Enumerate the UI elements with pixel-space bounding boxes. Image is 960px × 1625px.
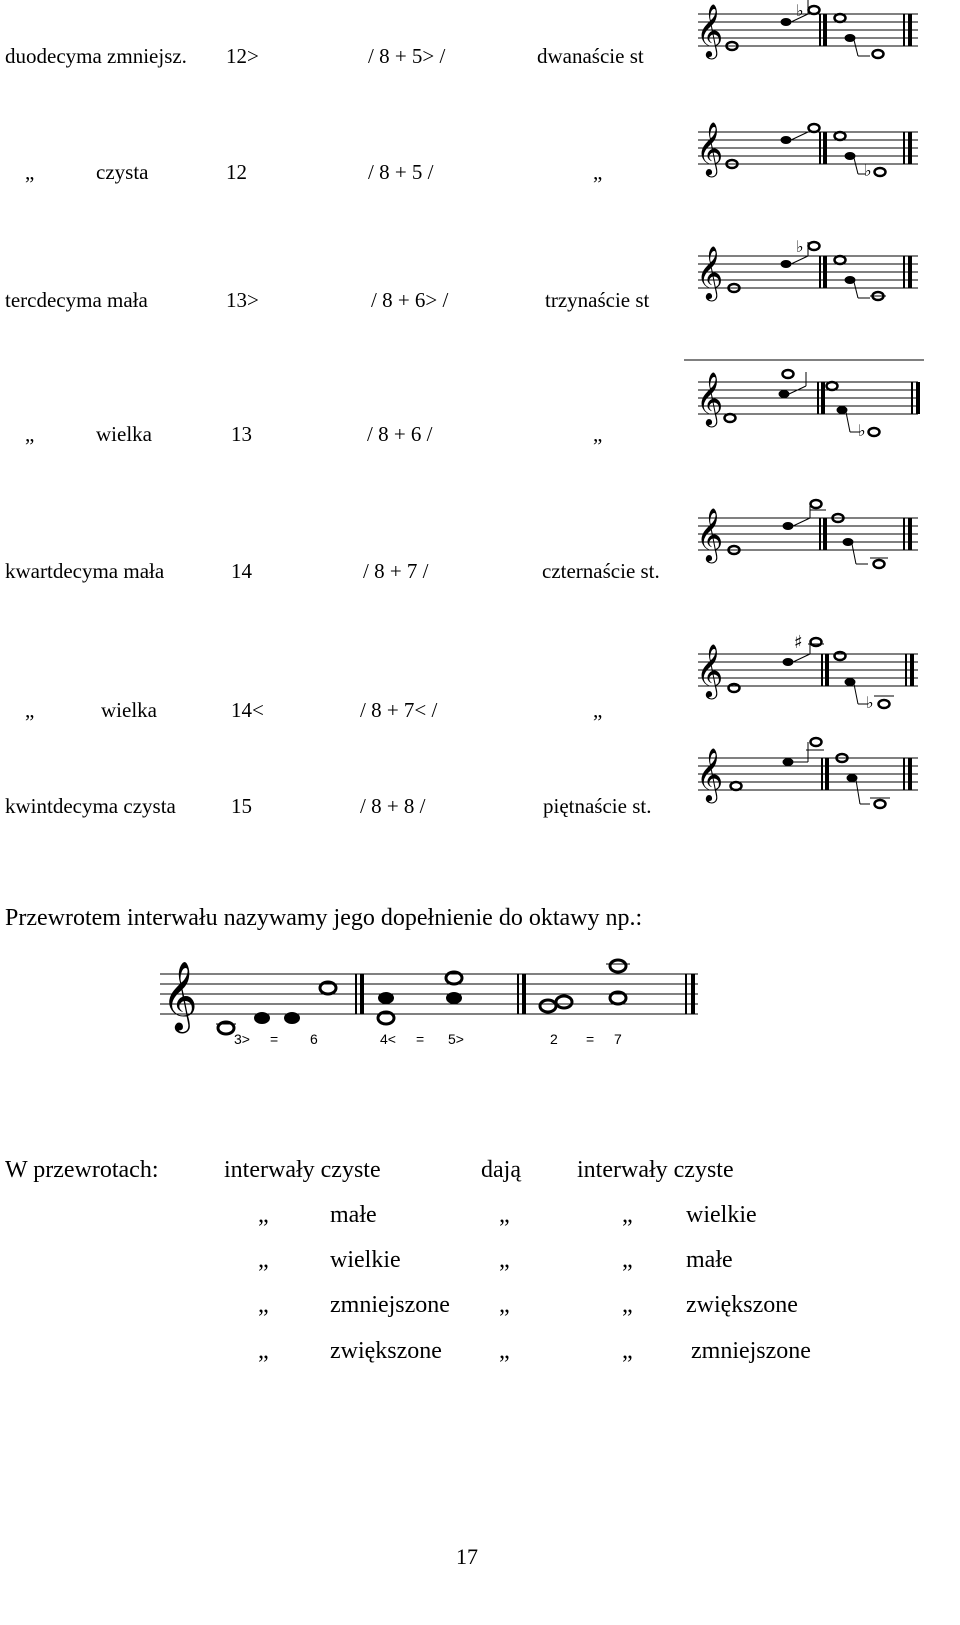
whole-note [835,652,846,660]
row-2-ditto: „ [25,160,35,184]
staff-example-2 [690,118,925,184]
row-6-ditto: „ [25,698,35,722]
row-5-name: kwartdecyma mała [5,559,165,583]
inversion-label: 2 [550,1031,558,1047]
row-2-formula: / 8 + 5 / [368,160,434,184]
table-cell: wielkie [686,1202,757,1228]
quarter-note [783,758,794,766]
whole-note [875,800,886,808]
table-cell: małe [330,1202,377,1228]
table-cell: interwały czyste [577,1157,734,1183]
treble-clef-icon: 𝄞 [696,507,724,561]
treble-clef-icon: 𝄞 [162,961,198,1031]
table-cell: „ [499,1292,510,1318]
whole-note [809,242,820,250]
table-cell: małe [686,1247,733,1273]
table-cell: „ [622,1292,633,1318]
whole-note [869,428,880,436]
treble-clef-icon: 𝄞 [696,747,724,801]
inversion-definition: Przewrotem interwału nazywamy jego dopełnienie do oktawy np.: [5,905,643,931]
table-cell: „ [258,1292,269,1318]
row-3-name: tercdecyma mała [5,288,148,312]
table-cell: wielkie [330,1247,401,1273]
staff-example-4 [684,360,924,442]
row-4-name: wielka [96,422,152,446]
inversion-staff-example [160,950,705,1060]
row-6-steps: „ [593,698,603,722]
table-cell: „ [499,1202,510,1228]
table-cell: „ [499,1338,510,1364]
row-7-symbol: 15 [231,794,252,818]
row-4-steps: „ [593,422,603,446]
inversion-label: = [416,1031,425,1047]
whole-note [809,124,820,132]
treble-clef-icon: 𝄞 [696,371,724,425]
whole-note [875,168,886,176]
flat-icon: ♭ [858,421,866,440]
whole-note [783,370,794,378]
row-2-symbol: 12 [226,160,247,184]
inversion-label: = [270,1031,279,1047]
row-3-formula: / 8 + 6> / [371,288,449,312]
row-7-name: kwintdecyma czysta [5,794,176,818]
table-cell: zwiększone [330,1338,442,1364]
inversion-label: 6 [310,1031,318,1047]
treble-clef-icon: 𝄞 [696,121,724,175]
quarter-note [378,992,394,1004]
staff-example-3 [690,238,925,308]
row-3-steps: trzynaście st [545,288,650,312]
quarter-note [284,1012,300,1024]
whole-note [540,1000,556,1012]
staff-example-5 [690,500,925,576]
flat-icon: ♭ [796,237,804,256]
inversion-label: = [586,1031,595,1047]
flat-icon: ♭ [796,1,804,20]
whole-note [556,996,572,1008]
quarter-note [783,522,794,530]
row-2-name: czysta [96,160,149,184]
whole-note [835,14,846,22]
whole-note [827,382,838,390]
row-1-steps: dwanaście st [537,44,644,68]
row-4-ditto: „ [25,422,35,446]
row-1-symbol: 12> [226,44,259,68]
table-cell: „ [499,1247,510,1273]
whole-note [835,256,846,264]
row-5-formula: / 8 + 7 / [363,559,429,583]
whole-note [873,50,884,58]
whole-note [811,738,822,746]
row-6-name: wielka [101,698,157,722]
table-cell: „ [258,1247,269,1273]
flat-icon: ♭ [866,693,874,712]
row-2-steps: „ [593,160,603,184]
whole-note [879,700,890,708]
table-cell: „ [622,1338,633,1364]
row-4-symbol: 13 [231,422,252,446]
row-6-formula: / 8 + 7< / [360,698,438,722]
table-cell: „ [258,1338,269,1364]
quarter-note [781,260,792,268]
inversion-label: 7 [614,1031,622,1047]
row-5-symbol: 14 [231,559,252,583]
whole-note [835,132,846,140]
row-6-symbol: 14< [231,698,264,722]
table-cell: dają [481,1157,521,1183]
inversion-label: 4< [380,1031,396,1047]
staff-example-6 [690,632,925,718]
row-1-name: duodecyma zmniejsz. [5,44,187,68]
inversion-label: 3> [234,1031,250,1047]
staff-example-7 [690,728,925,816]
quarter-note [783,658,794,666]
inversions-heading: W przewrotach: [5,1157,159,1183]
treble-clef-icon: 𝄞 [696,245,724,299]
whole-note [731,782,742,790]
row-1-formula: / 8 + 5> / [368,44,446,68]
page-number: 17 [456,1544,478,1569]
table-cell: zmniejszone [691,1338,811,1364]
table-cell: zwiększone [686,1292,798,1318]
sharp-icon: ♯ [794,632,803,653]
whole-note [725,414,736,422]
inversion-label: 5> [448,1031,464,1047]
quarter-note [781,136,792,144]
treble-clef-icon: 𝄞 [696,3,724,57]
table-cell: zmniejszone [330,1292,450,1318]
whole-note [874,560,885,568]
row-7-steps: piętnaście st. [543,794,652,818]
whole-note [811,638,822,646]
row-5-steps: czternaście st. [542,559,660,583]
whole-note [809,6,820,14]
quarter-note [779,390,790,398]
table-cell: „ [258,1202,269,1228]
quarter-note [446,992,462,1004]
quarter-note [781,18,792,26]
row-3-symbol: 13> [226,288,259,312]
row-7-formula: / 8 + 8 / [360,794,426,818]
table-cell: „ [622,1202,633,1228]
quarter-note [254,1012,270,1024]
table-cell: „ [622,1247,633,1273]
whole-note [811,500,822,508]
staff-example-1 [690,0,925,66]
whole-note [610,960,626,972]
whole-note [729,684,740,692]
table-cell: interwały czyste [224,1157,381,1183]
treble-clef-icon: 𝄞 [696,643,724,697]
flat-icon: ♭ [864,161,872,180]
row-4-formula: / 8 + 6 / [367,422,433,446]
